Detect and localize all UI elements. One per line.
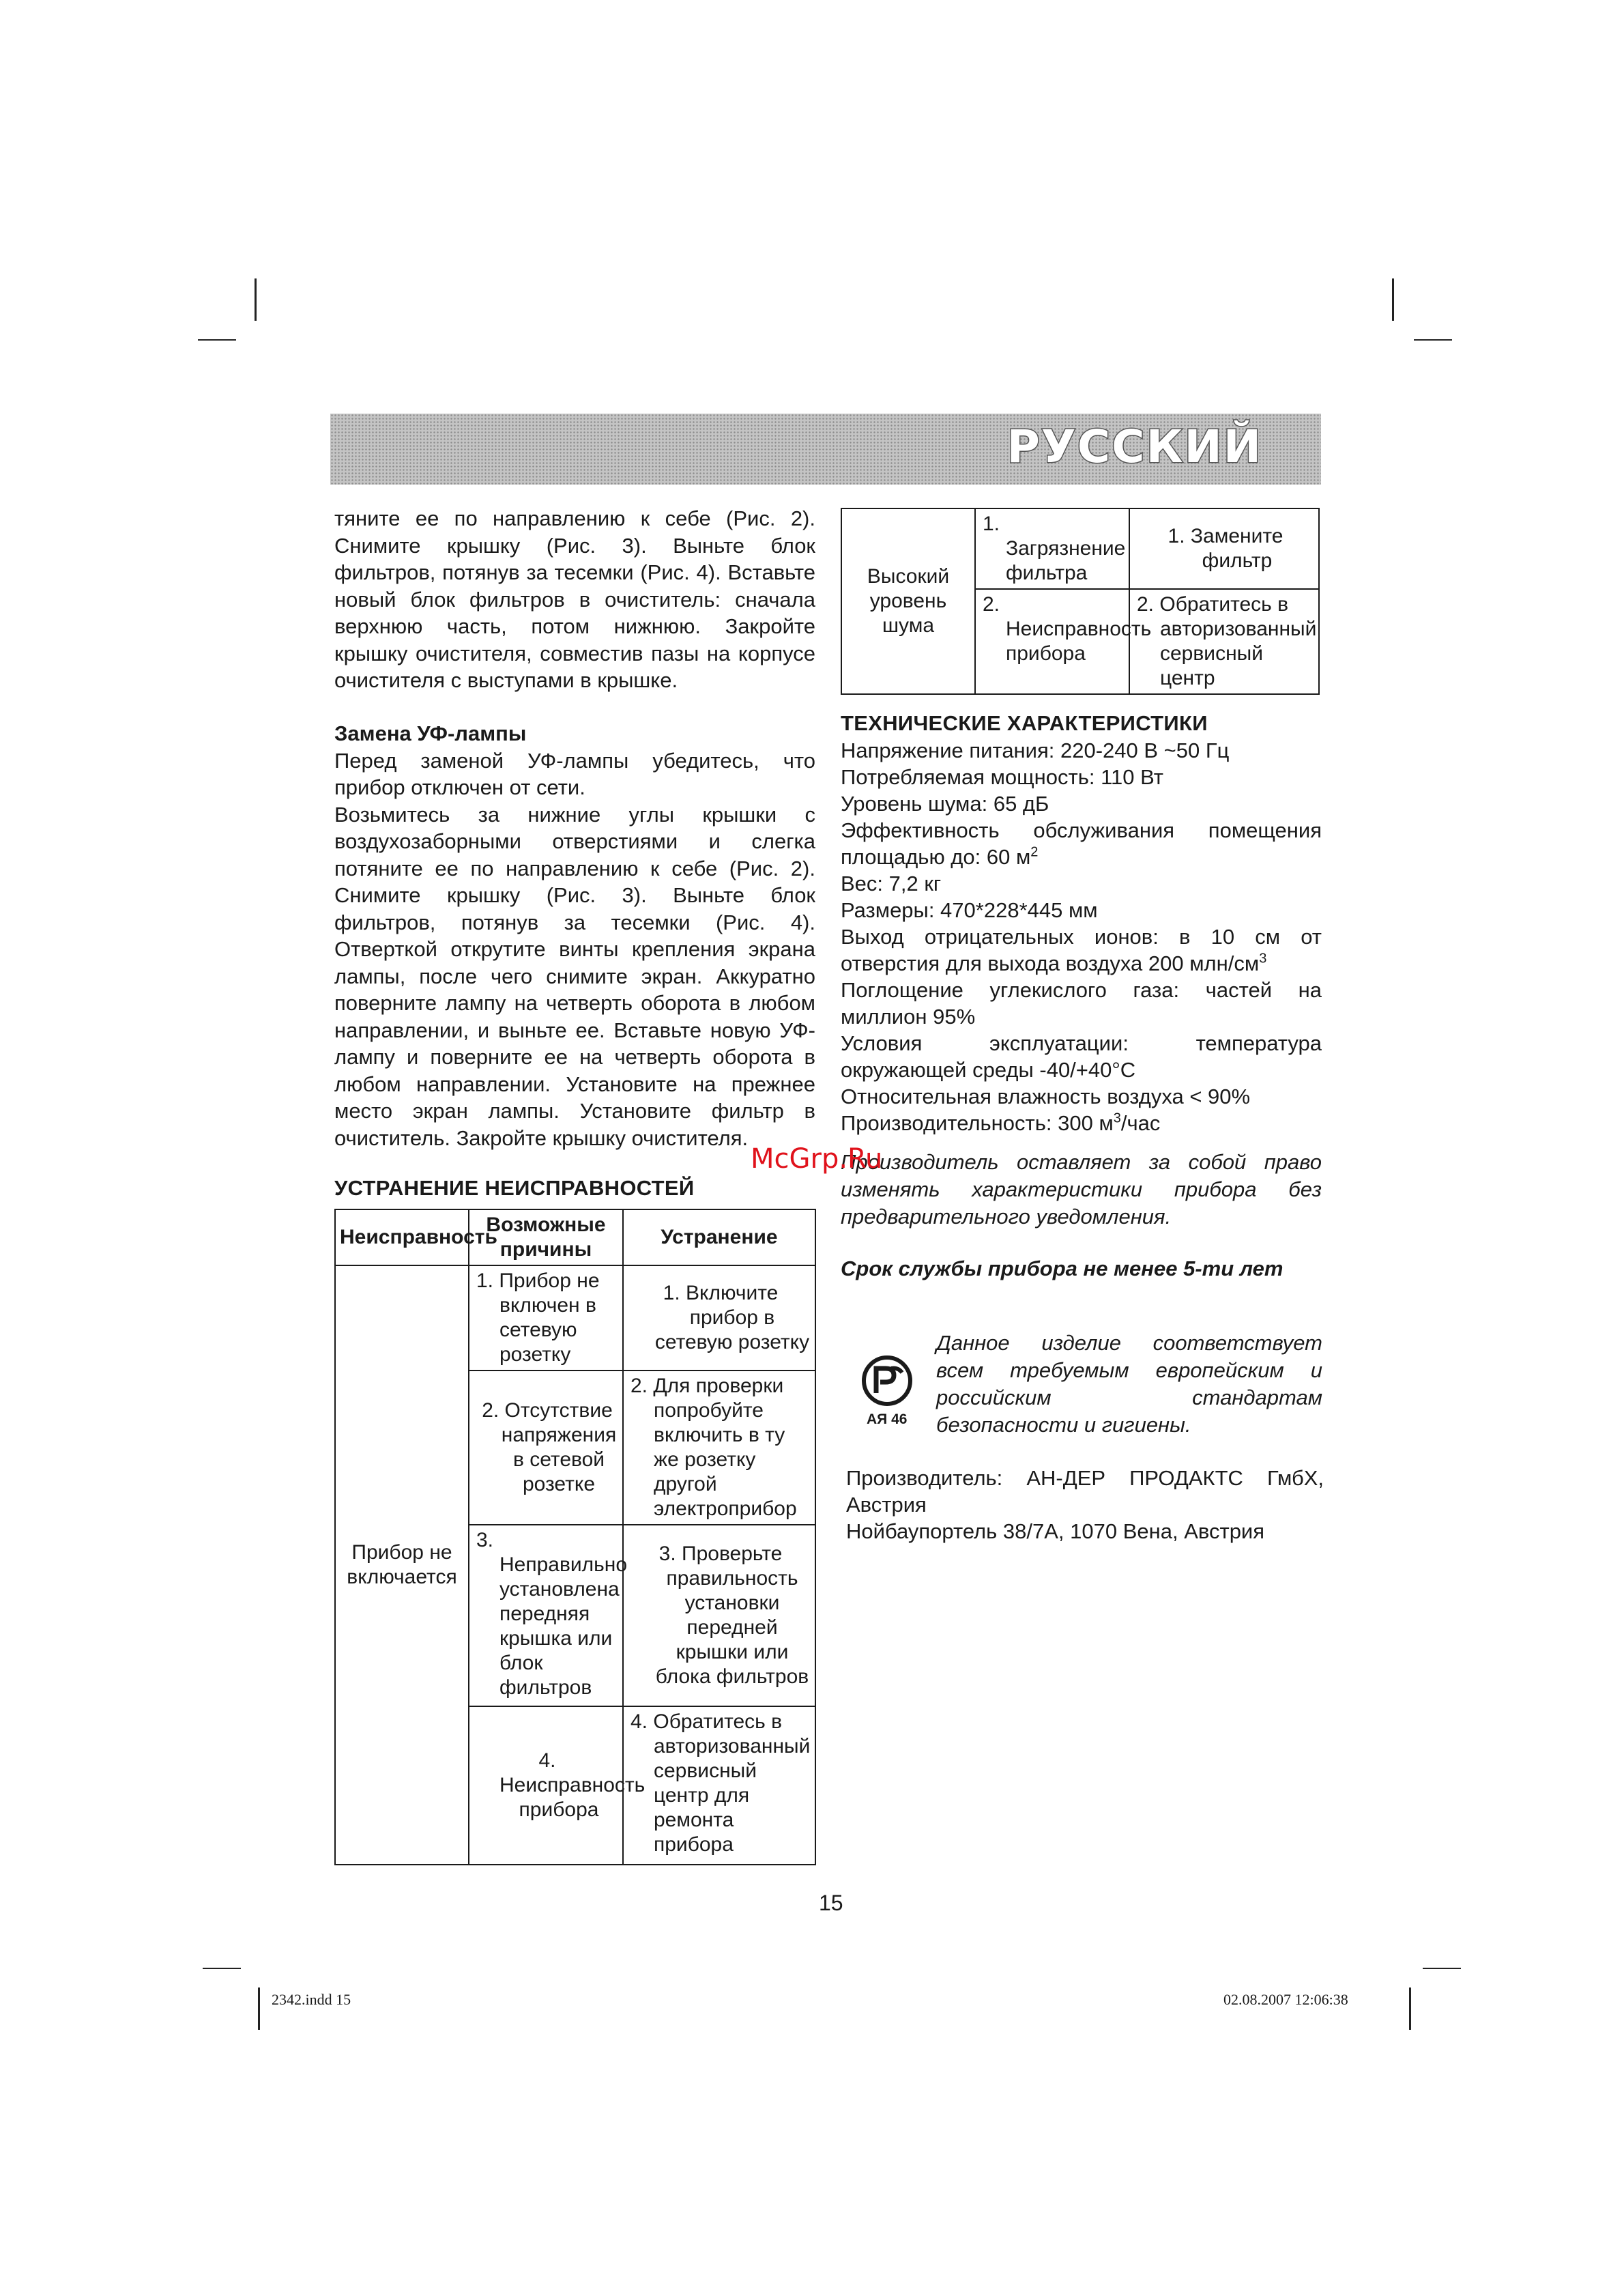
address-line: Нойбаупортель 38/7А, 1070 Вена, Австрия: [846, 1519, 1265, 1543]
spec-noise: Уровень шума: 65 дБ: [841, 792, 1049, 816]
spec-humidity: Относительная влажность воздуха < 90%: [841, 1085, 1251, 1108]
crop-mark: [1414, 339, 1452, 341]
spec-voltage: Напряжение питания: 220-240 В ~50 Гц: [841, 738, 1230, 762]
producer-line: Производитель: АН-ДЕР ПРОДАКТС ГмбХ, Австрия: [846, 1466, 1324, 1517]
fix-cell: 1. Замените фильтр: [1129, 508, 1319, 589]
crop-mark: [203, 1968, 241, 1969]
page-number: 15: [819, 1891, 843, 1915]
spec-conditions: Условия эксплуатации: температура окружающей среды -40/+40°С: [841, 1031, 1322, 1082]
cause-cell: 1. Загрязнение фильтра: [975, 508, 1129, 589]
spec-weight: Вес: 7,2 кг: [841, 872, 942, 895]
left-column: [334, 505, 815, 1865]
cert-statement: Данное изделие соответствует всем требуемым европейским и российским стандартам безопасности и гигиены.: [936, 1331, 1322, 1437]
troubleshooting-table: [334, 1209, 816, 1865]
producer-block: [846, 1465, 1324, 1545]
header-remedy: Устранение: [623, 1209, 815, 1265]
uv-paragraph-2: Возьмитесь за нижние углы крышки с воздухозаборными отверстиями и слегка потяните ее по направлению к себе (Рис. 2). Снимите крышку (Рис. 3). Выньте блок фильтров, потянув за тесемки (Рис. 4). Отверткой открутите винты крепления экрана лампы, после чего снимите экран. Аккуратно поверните лампу на четверть оборота в любом направлении, и выньте ее. Вставьте новую УФ-лампу и поверните ее на четверть оборота в любом направлении. Установите на прежнее место экран лампы. Установите фильтр в очиститель. Закройте крышку очистителя.: [334, 802, 815, 1150]
intro-paragraph: тяните ее по направлению к себе (Рис. 2). Снимите крышку (Рис. 3). Выньте блок фильтров, потянув за тесемки (Рис. 4). Вставьте новый блок фильтров в очиститель: сначала верхнюю часть, потом нижнюю. Закройте крышку очистителя, совместив пазы на корпусе очистителя с выступами в крышке.: [334, 506, 815, 692]
spec-ions: Выход отрицательных ионов: в 10 см от отверстия для выхода воздуха 200 млн/$см^3$: [841, 925, 1322, 975]
spec-dimensions: Размеры: 470*228*445 мм: [841, 898, 1098, 922]
header-fault: Неисправность: [335, 1209, 469, 1265]
specs-block: [841, 710, 1322, 1282]
header-causes: Возможные причины: [469, 1209, 623, 1265]
rst-certification-icon: [861, 1355, 913, 1407]
table-row: [841, 508, 1319, 589]
spec-power: Потребляемая мощность: 110 Вт: [841, 765, 1163, 789]
fix-cell: 2. Для проверки попробуйте включить в ту же розетку другой электроприбор: [623, 1371, 815, 1525]
table-row: [335, 1265, 815, 1371]
cause-cell: 1. Прибор не включен в сетевую розетку: [469, 1265, 623, 1371]
noise-table-block: [841, 508, 1322, 695]
crop-mark: [198, 339, 236, 341]
crop-mark: [1409, 1988, 1411, 2030]
crop-mark: [255, 278, 257, 321]
crop-mark: [1423, 1968, 1461, 1969]
problem-cell: Высокий уровень шума: [841, 508, 975, 694]
crop-mark: [258, 1988, 260, 2030]
table-header-row: [335, 1209, 815, 1265]
language-label: РУССКИЙ: [1006, 420, 1262, 473]
cert-code: АЯ 46: [867, 1411, 908, 1427]
spec-throughput: Производительность: 300 $м^3$/час: [841, 1110, 1161, 1135]
spec-area: Эффективность обслуживания помещения площадью до: 60 $м^2$: [841, 818, 1322, 869]
troubleshooting-heading: УСТРАНЕНИЕ НЕИСПРАВНОСТЕЙ: [334, 1176, 695, 1200]
cause-cell: 2. Неисправность прибора: [975, 589, 1129, 694]
footer-timestamp: 02.08.2007 12:06:38: [1223, 1991, 1348, 2008]
language-banner: [330, 414, 1321, 485]
fix-cell: 3. Проверьте правильность установки передней крышки или блока фильтров: [623, 1525, 815, 1706]
uv-paragraph-1: Перед заменой УФ-лампы убедитесь, что прибор отключен от сети.: [334, 748, 815, 799]
cause-cell: 4. Неисправность прибора: [469, 1706, 623, 1865]
service-life: Срок службы прибора не менее 5-ти лет: [841, 1257, 1284, 1280]
cause-cell: 2. Отсутствие напряжения в сетевой розетке: [469, 1371, 623, 1525]
specs-heading: ТЕХНИЧЕСКИЕ ХАРАКТЕРИСТИКИ: [841, 711, 1208, 735]
uv-lamp-heading: Замена УФ-лампы: [334, 721, 527, 745]
watermark: McGrp.Ru: [751, 1143, 883, 1175]
crop-mark: [1392, 278, 1394, 321]
footer-file: 2342.indd 15: [272, 1991, 351, 2008]
fix-cell: 1. Включите прибор в сетевую розетку: [623, 1265, 815, 1371]
manufacturer-note: Производитель оставляет за собой право изменять характеристики прибора без предварительного уведомления.: [841, 1150, 1322, 1229]
fix-cell: 2. Обратитесь в авторизованный сервисный центр: [1129, 589, 1319, 694]
cause-cell: 3. Неправильно установлена передняя крышка или блок фильтров: [469, 1525, 623, 1706]
fix-cell: 4. Обратитесь в авторизованный сервисный центр для ремонта прибора: [623, 1706, 815, 1865]
spec-co2: Поглощение углекислого газа: частей на миллион 95%: [841, 978, 1322, 1029]
noise-table: [841, 508, 1320, 695]
problem-cell: Прибор не включается: [335, 1265, 469, 1865]
